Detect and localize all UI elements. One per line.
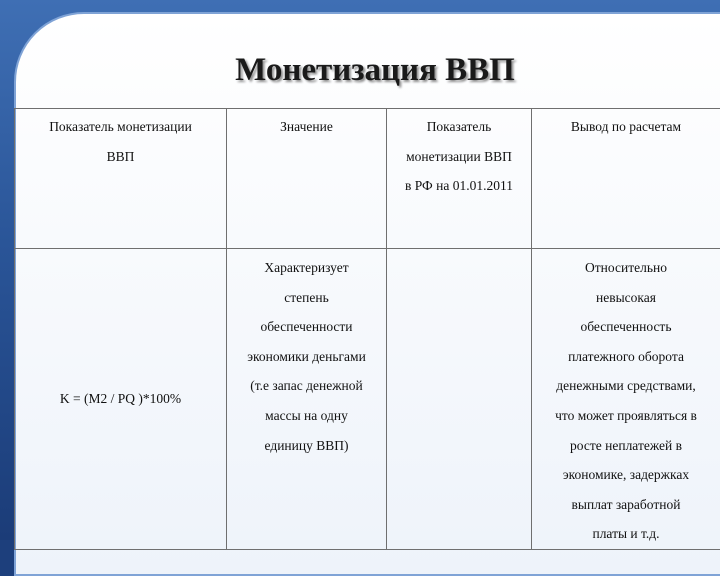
header-value-line-1: Значение bbox=[227, 112, 386, 142]
conclusion-line-3: обеспеченность bbox=[532, 312, 720, 342]
conclusion-line-9: выплат заработной bbox=[532, 490, 720, 520]
conclusion-line-8: экономике, задержках bbox=[532, 460, 720, 490]
header-cell-value bbox=[227, 109, 387, 249]
value-description-cell bbox=[227, 249, 387, 550]
header-cell-conclusion bbox=[532, 109, 720, 249]
table-header-row bbox=[15, 109, 720, 249]
header-indicator-line-2: ВВП bbox=[15, 142, 226, 172]
conclusion-line-6: что может проявляться в bbox=[532, 401, 720, 431]
value-line-1: Характеризует bbox=[227, 253, 386, 283]
header-rf-line-1: Показатель bbox=[387, 112, 531, 142]
value-line-4: экономики деньгами bbox=[227, 342, 386, 372]
conclusion-cell bbox=[532, 249, 720, 550]
header-cell-rf-indicator bbox=[387, 109, 532, 249]
header-rf-line-2: монетизации ВВП bbox=[387, 142, 531, 172]
rf-value-cell bbox=[387, 249, 532, 550]
value-line-5: (т.е запас денежной bbox=[227, 371, 386, 401]
conclusion-line-4: платежного оборота bbox=[532, 342, 720, 372]
conclusion-line-1: Относительно bbox=[532, 253, 720, 283]
header-indicator-line-1: Показатель монетизации bbox=[15, 112, 226, 142]
formula-text: K = (M2 / PQ )*100% bbox=[15, 384, 226, 414]
conclusion-line-2: невысокая bbox=[532, 283, 720, 313]
value-line-3: обеспеченности bbox=[227, 312, 386, 342]
value-line-2: степень bbox=[227, 283, 386, 313]
slide-title: Монетизация ВВП bbox=[0, 52, 720, 89]
value-line-6: массы на одну bbox=[227, 401, 386, 431]
header-rf-line-3: в РФ на 01.01.2011 bbox=[387, 171, 531, 201]
header-conclusion-line-1: Вывод по расчетам bbox=[532, 112, 720, 142]
monetization-table bbox=[14, 108, 720, 550]
value-line-7: единицу ВВП) bbox=[227, 431, 386, 461]
table-row bbox=[15, 249, 720, 550]
formula-cell bbox=[15, 249, 227, 550]
conclusion-line-10: платы и т.д. bbox=[532, 519, 720, 549]
header-cell-indicator bbox=[15, 109, 227, 249]
conclusion-line-5: денежными средствами, bbox=[532, 371, 720, 401]
conclusion-line-7: росте неплатежей в bbox=[532, 431, 720, 461]
